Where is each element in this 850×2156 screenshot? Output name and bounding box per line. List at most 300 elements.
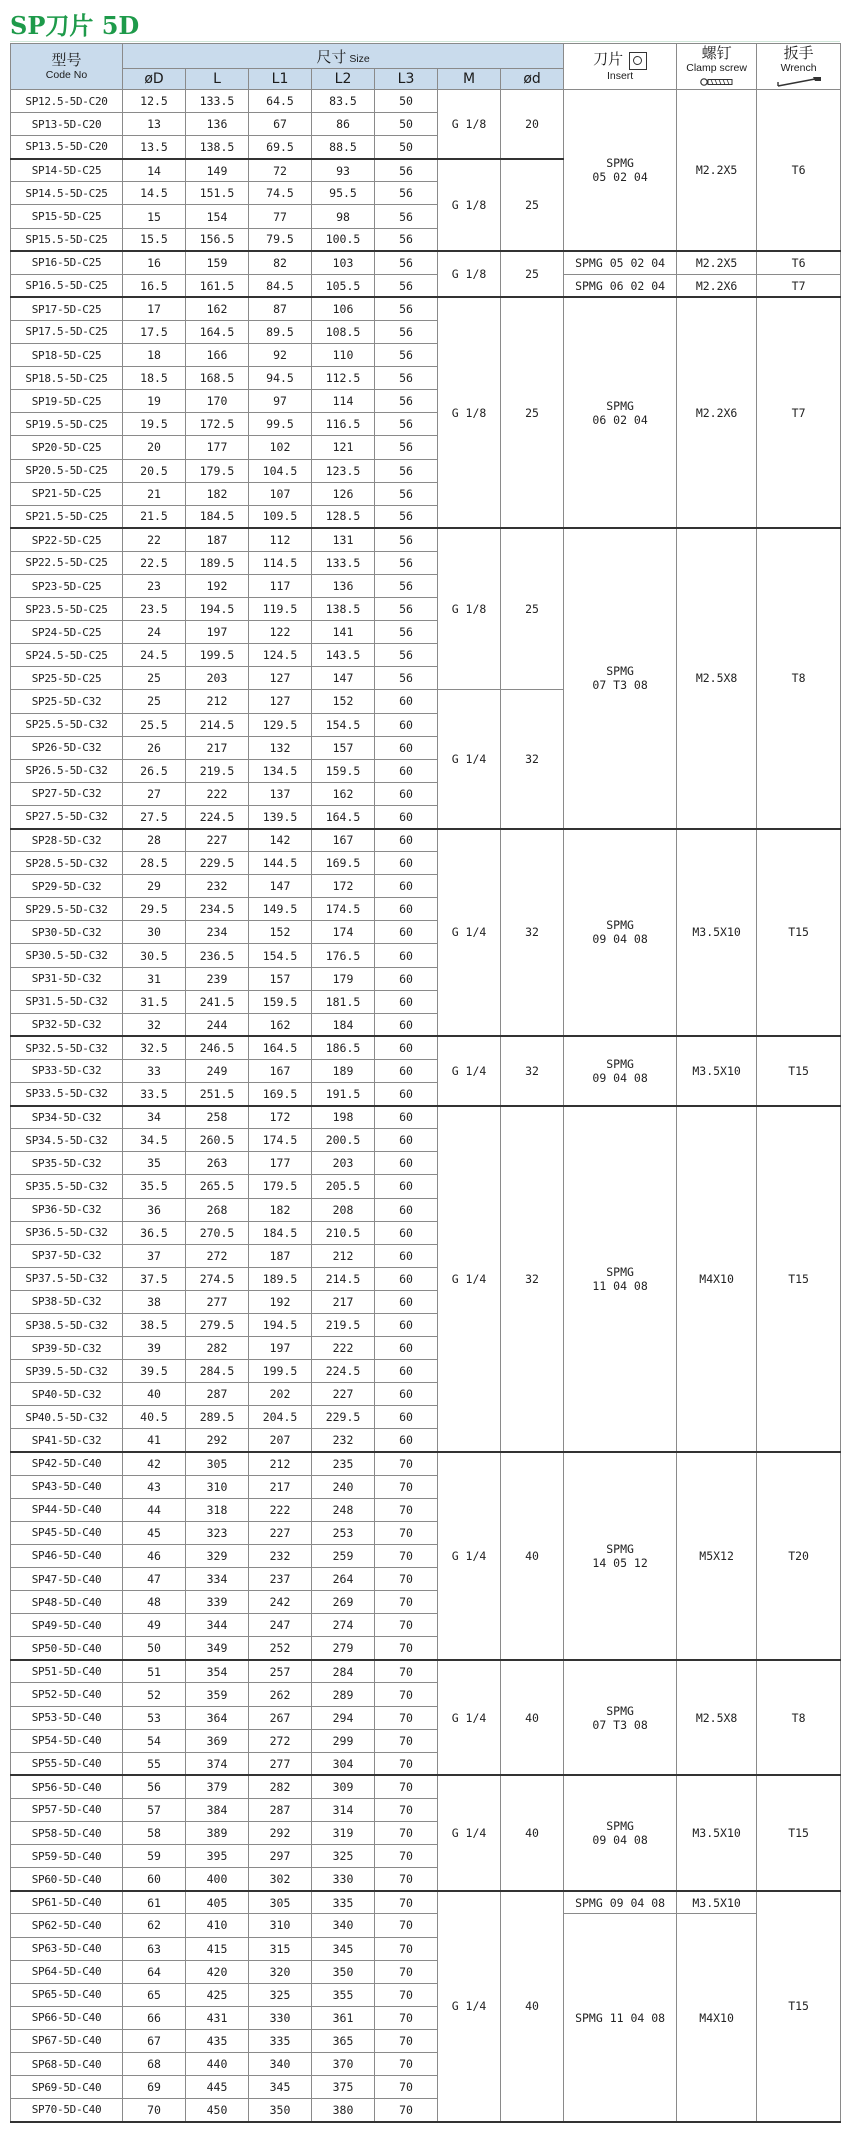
cell-l: 222 xyxy=(186,782,249,805)
cell-l3: 56 xyxy=(375,367,438,390)
cell-l3: 70 xyxy=(375,1521,438,1544)
cell-od: 23 xyxy=(123,574,186,597)
wrench-icon xyxy=(775,76,823,88)
cell-od: 21.5 xyxy=(123,505,186,528)
cell-insert: SPMG 09 04 08 xyxy=(564,1891,677,1914)
cell-m: G 1/4 xyxy=(438,690,501,829)
cell-od: 54 xyxy=(123,1729,186,1752)
cell-l: 374 xyxy=(186,1752,249,1775)
cell-l2: 126 xyxy=(312,482,375,505)
cell-insert: SPMG 07 T3 08 xyxy=(564,528,677,828)
cell-l2: 136 xyxy=(312,574,375,597)
cell-l2: 279 xyxy=(312,1637,375,1660)
cell-l3: 56 xyxy=(375,621,438,644)
cell-wrench: T7 xyxy=(757,274,841,297)
cell-l3: 70 xyxy=(375,1891,438,1914)
cell-l: 284.5 xyxy=(186,1360,249,1383)
cell-code-no: SP40-5D-C32 xyxy=(11,1383,123,1406)
cell-od: 42 xyxy=(123,1452,186,1475)
cell-l1: 127 xyxy=(249,690,312,713)
cell-od: 25 xyxy=(123,667,186,690)
cell-od: 63 xyxy=(123,1937,186,1960)
cell-l: 244 xyxy=(186,1013,249,1036)
cell-l: 246.5 xyxy=(186,1036,249,1059)
cell-wrench: T8 xyxy=(757,528,841,828)
cell-l: 440 xyxy=(186,2052,249,2075)
cell-l: 405 xyxy=(186,1891,249,1914)
cell-l: 224.5 xyxy=(186,805,249,828)
cell-od: 61 xyxy=(123,1891,186,1914)
cell-l1: 82 xyxy=(249,251,312,274)
cell-l3: 60 xyxy=(375,736,438,759)
cell-l1: 272 xyxy=(249,1729,312,1752)
cell-od: 45 xyxy=(123,1521,186,1544)
cell-l1: 127 xyxy=(249,667,312,690)
cell-l1: 282 xyxy=(249,1775,312,1798)
cell-l3: 56 xyxy=(375,274,438,297)
table-row xyxy=(11,1775,841,1798)
cell-od: 37.5 xyxy=(123,1267,186,1290)
cell-l1: 217 xyxy=(249,1475,312,1498)
cell-l: 219.5 xyxy=(186,759,249,782)
header-l2: L2 xyxy=(312,69,375,90)
cell-l3: 70 xyxy=(375,1452,438,1475)
cell-l2: 174 xyxy=(312,921,375,944)
cell-l3: 60 xyxy=(375,1106,438,1129)
cell-insert: SPMG 11 04 08 xyxy=(564,1914,677,2122)
cell-screw: M2.2X5 xyxy=(677,251,757,274)
cell-l: 162 xyxy=(186,297,249,320)
cell-od: 21 xyxy=(123,482,186,505)
cell-code-no: SP38-5D-C32 xyxy=(11,1290,123,1313)
cell-code-no: SP24.5-5D-C25 xyxy=(11,644,123,667)
cell-l1: 139.5 xyxy=(249,805,312,828)
cell-l: 334 xyxy=(186,1568,249,1591)
cell-code-no: SP46-5D-C40 xyxy=(11,1544,123,1567)
cell-wrench: T15 xyxy=(757,829,841,1037)
cell-d: 25 xyxy=(501,528,564,690)
table-row xyxy=(11,297,841,320)
cell-l: 182 xyxy=(186,482,249,505)
cell-l1: 189.5 xyxy=(249,1267,312,1290)
cell-l: 323 xyxy=(186,1521,249,1544)
cell-l3: 70 xyxy=(375,1822,438,1845)
cell-l2: 83.5 xyxy=(312,90,375,113)
cell-l1: 162 xyxy=(249,1013,312,1036)
cell-m: G 1/4 xyxy=(438,1775,501,1890)
cell-od: 30 xyxy=(123,921,186,944)
cell-m: G 1/8 xyxy=(438,90,501,159)
cell-code-no: SP39.5-5D-C32 xyxy=(11,1360,123,1383)
cell-wrench: T6 xyxy=(757,90,841,252)
cell-l1: 302 xyxy=(249,1868,312,1891)
cell-d: 32 xyxy=(501,1036,564,1105)
cell-l2: 222 xyxy=(312,1337,375,1360)
cell-l3: 50 xyxy=(375,90,438,113)
cell-screw: M3.5X10 xyxy=(677,829,757,1037)
cell-l2: 88.5 xyxy=(312,136,375,159)
cell-code-no: SP61-5D-C40 xyxy=(11,1891,123,1914)
cell-l: 445 xyxy=(186,2076,249,2099)
table-row xyxy=(11,1914,841,1937)
cell-l3: 70 xyxy=(375,2076,438,2099)
cell-m: G 1/4 xyxy=(438,1660,501,1775)
cell-d: 40 xyxy=(501,1775,564,1890)
cell-code-no: SP31.5-5D-C32 xyxy=(11,990,123,1013)
cell-od: 34 xyxy=(123,1106,186,1129)
cell-l1: 109.5 xyxy=(249,505,312,528)
cell-code-no: SP21-5D-C25 xyxy=(11,482,123,505)
cell-l2: 309 xyxy=(312,1775,375,1798)
cell-code-no: SP30-5D-C32 xyxy=(11,921,123,944)
cell-l3: 56 xyxy=(375,228,438,251)
cell-l3: 56 xyxy=(375,459,438,482)
cell-l2: 169.5 xyxy=(312,852,375,875)
table-row xyxy=(11,1452,841,1475)
cell-l2: 380 xyxy=(312,2099,375,2122)
cell-code-no: SP17.5-5D-C25 xyxy=(11,320,123,343)
cell-l2: 253 xyxy=(312,1521,375,1544)
cell-l2: 143.5 xyxy=(312,644,375,667)
cell-l2: 189 xyxy=(312,1059,375,1082)
cell-l: 133.5 xyxy=(186,90,249,113)
cell-l: 177 xyxy=(186,436,249,459)
cell-l1: 144.5 xyxy=(249,852,312,875)
cell-l1: 89.5 xyxy=(249,320,312,343)
cell-l2: 106 xyxy=(312,297,375,320)
cell-l2: 133.5 xyxy=(312,551,375,574)
cell-code-no: SP47-5D-C40 xyxy=(11,1568,123,1591)
spec-table-body xyxy=(11,90,841,2122)
cell-l3: 70 xyxy=(375,1868,438,1891)
cell-od: 24.5 xyxy=(123,644,186,667)
cell-l1: 79.5 xyxy=(249,228,312,251)
cell-od: 59 xyxy=(123,1845,186,1868)
cell-l2: 219.5 xyxy=(312,1313,375,1336)
cell-od: 32 xyxy=(123,1013,186,1036)
cell-l3: 60 xyxy=(375,1313,438,1336)
cell-l3: 60 xyxy=(375,1059,438,1082)
cell-l: 263 xyxy=(186,1152,249,1175)
cell-l1: 142 xyxy=(249,829,312,852)
cell-l3: 56 xyxy=(375,413,438,436)
cell-od: 29.5 xyxy=(123,898,186,921)
cell-l1: 197 xyxy=(249,1337,312,1360)
cell-l2: 212 xyxy=(312,1244,375,1267)
cell-od: 19 xyxy=(123,390,186,413)
header-screw xyxy=(677,44,757,90)
cell-code-no: SP27-5D-C32 xyxy=(11,782,123,805)
cell-l: 450 xyxy=(186,2099,249,2122)
cell-code-no: SP37-5D-C32 xyxy=(11,1244,123,1267)
cell-od: 58 xyxy=(123,1822,186,1845)
cell-l1: 305 xyxy=(249,1891,312,1914)
table-row xyxy=(11,528,841,551)
cell-od: 33.5 xyxy=(123,1083,186,1106)
cell-l: 138.5 xyxy=(186,136,249,159)
cell-l2: 365 xyxy=(312,2029,375,2052)
cell-l1: 147 xyxy=(249,875,312,898)
cell-code-no: SP20.5-5D-C25 xyxy=(11,459,123,482)
cell-l: 194.5 xyxy=(186,598,249,621)
cell-od: 14.5 xyxy=(123,182,186,205)
cell-l2: 325 xyxy=(312,1845,375,1868)
cell-l3: 70 xyxy=(375,2006,438,2029)
cell-code-no: SP70-5D-C40 xyxy=(11,2099,123,2122)
cell-screw: M5X12 xyxy=(677,1452,757,1660)
cell-l3: 60 xyxy=(375,852,438,875)
table-row xyxy=(11,1036,841,1059)
header-screw-en: Clamp screw xyxy=(686,62,747,74)
cell-m: G 1/4 xyxy=(438,1452,501,1660)
cell-code-no: SP12.5-5D-C20 xyxy=(11,90,123,113)
cell-screw: M3.5X10 xyxy=(677,1036,757,1105)
cell-l3: 60 xyxy=(375,1429,438,1452)
cell-insert: SPMG 11 04 08 xyxy=(564,1106,677,1452)
cell-l1: 315 xyxy=(249,1937,312,1960)
cell-od: 27 xyxy=(123,782,186,805)
cell-l3: 50 xyxy=(375,136,438,159)
cell-l: 292 xyxy=(186,1429,249,1452)
cell-wrench: T8 xyxy=(757,1660,841,1775)
cell-l3: 56 xyxy=(375,344,438,367)
cell-l: 136 xyxy=(186,113,249,136)
cell-l: 277 xyxy=(186,1290,249,1313)
cell-l1: 212 xyxy=(249,1452,312,1475)
cell-od: 68 xyxy=(123,2052,186,2075)
cell-l2: 210.5 xyxy=(312,1221,375,1244)
cell-l3: 60 xyxy=(375,1129,438,1152)
cell-l1: 252 xyxy=(249,1637,312,1660)
cell-l: 425 xyxy=(186,1983,249,2006)
cell-l3: 50 xyxy=(375,113,438,136)
cell-l2: 203 xyxy=(312,1152,375,1175)
cell-od: 66 xyxy=(123,2006,186,2029)
cell-wrench: T7 xyxy=(757,297,841,528)
cell-code-no: SP54-5D-C40 xyxy=(11,1729,123,1752)
cell-code-no: SP56-5D-C40 xyxy=(11,1775,123,1798)
cell-l3: 60 xyxy=(375,1406,438,1429)
cell-l1: 102 xyxy=(249,436,312,459)
cell-l2: 174.5 xyxy=(312,898,375,921)
cell-l3: 60 xyxy=(375,782,438,805)
cell-od: 18.5 xyxy=(123,367,186,390)
cell-wrench: T6 xyxy=(757,251,841,274)
cell-code-no: SP43-5D-C40 xyxy=(11,1475,123,1498)
cell-l: 369 xyxy=(186,1729,249,1752)
header-wrench-cn: 扳手 xyxy=(783,44,814,62)
table-row xyxy=(11,274,841,297)
cell-l: 395 xyxy=(186,1845,249,1868)
cell-od: 24 xyxy=(123,621,186,644)
cell-l1: 104.5 xyxy=(249,459,312,482)
cell-l2: 232 xyxy=(312,1429,375,1452)
cell-l3: 60 xyxy=(375,1152,438,1175)
cell-l3: 70 xyxy=(375,1591,438,1614)
cell-code-no: SP34-5D-C32 xyxy=(11,1106,123,1129)
cell-code-no: SP13.5-5D-C20 xyxy=(11,136,123,159)
cell-l: 415 xyxy=(186,1937,249,1960)
page-title: SP刀片 5D xyxy=(10,11,140,40)
header-insert-en: Insert xyxy=(606,69,634,82)
cell-od: 51 xyxy=(123,1660,186,1683)
cell-code-no: SP16-5D-C25 xyxy=(11,251,123,274)
cell-l3: 56 xyxy=(375,390,438,413)
cell-l2: 93 xyxy=(312,159,375,182)
cell-m: G 1/4 xyxy=(438,1036,501,1105)
cell-od: 36 xyxy=(123,1198,186,1221)
cell-l3: 70 xyxy=(375,1983,438,2006)
cell-insert: SPMG 09 04 08 xyxy=(564,1775,677,1890)
cell-l3: 60 xyxy=(375,990,438,1013)
cell-l1: 134.5 xyxy=(249,759,312,782)
cell-l1: 184.5 xyxy=(249,1221,312,1244)
cell-l2: 345 xyxy=(312,1937,375,1960)
cell-l1: 129.5 xyxy=(249,713,312,736)
cell-l3: 60 xyxy=(375,1337,438,1360)
cell-l: 154 xyxy=(186,205,249,228)
cell-l2: 131 xyxy=(312,528,375,551)
cell-code-no: SP18-5D-C25 xyxy=(11,344,123,367)
cell-code-no: SP17-5D-C25 xyxy=(11,297,123,320)
cell-d: 32 xyxy=(501,1106,564,1452)
cell-l1: 237 xyxy=(249,1568,312,1591)
cell-l1: 325 xyxy=(249,1983,312,2006)
header-size xyxy=(123,44,564,69)
cell-l1: 247 xyxy=(249,1614,312,1637)
cell-l2: 176.5 xyxy=(312,944,375,967)
cell-d: 20 xyxy=(501,90,564,159)
cell-code-no: SP44-5D-C40 xyxy=(11,1498,123,1521)
cell-l1: 177 xyxy=(249,1152,312,1175)
cell-l2: 304 xyxy=(312,1752,375,1775)
cell-l1: 114.5 xyxy=(249,551,312,574)
cell-l2: 330 xyxy=(312,1868,375,1891)
cell-screw: M3.5X10 xyxy=(677,1775,757,1890)
cell-l: 431 xyxy=(186,2006,249,2029)
cell-insert: SPMG 09 04 08 xyxy=(564,1036,677,1105)
cell-code-no: SP53-5D-C40 xyxy=(11,1706,123,1729)
cell-screw: M4X10 xyxy=(677,1106,757,1452)
cell-l3: 60 xyxy=(375,1383,438,1406)
cell-insert: SPMG 07 T3 08 xyxy=(564,1660,677,1775)
cell-code-no: SP25-5D-C25 xyxy=(11,667,123,690)
cell-l3: 56 xyxy=(375,320,438,343)
cell-l2: 205.5 xyxy=(312,1175,375,1198)
cell-l2: 128.5 xyxy=(312,505,375,528)
cell-od: 56 xyxy=(123,1775,186,1798)
cell-l: 187 xyxy=(186,528,249,551)
cell-l: 260.5 xyxy=(186,1129,249,1152)
cell-l1: 345 xyxy=(249,2076,312,2099)
cell-l3: 70 xyxy=(375,1498,438,1521)
cell-code-no: SP35-5D-C32 xyxy=(11,1152,123,1175)
cell-d: 25 xyxy=(501,159,564,251)
cell-d: 25 xyxy=(501,251,564,297)
cell-code-no: SP58-5D-C40 xyxy=(11,1822,123,1845)
cell-l2: 154.5 xyxy=(312,713,375,736)
cell-screw: M2.5X8 xyxy=(677,528,757,828)
cell-l1: 204.5 xyxy=(249,1406,312,1429)
cell-l: 389 xyxy=(186,1822,249,1845)
cell-l2: 235 xyxy=(312,1452,375,1475)
cell-l2: 123.5 xyxy=(312,459,375,482)
header-code-no xyxy=(11,44,123,90)
cell-od: 23.5 xyxy=(123,598,186,621)
cell-od: 13.5 xyxy=(123,136,186,159)
cell-code-no: SP26-5D-C32 xyxy=(11,736,123,759)
cell-insert: SPMG 14 05 12 xyxy=(564,1452,677,1660)
cell-insert: SPMG 09 04 08 xyxy=(564,829,677,1037)
cell-code-no: SP23-5D-C25 xyxy=(11,574,123,597)
cell-screw: M2.2X6 xyxy=(677,297,757,528)
cell-l2: 217 xyxy=(312,1290,375,1313)
cell-l1: 94.5 xyxy=(249,367,312,390)
cell-l2: 157 xyxy=(312,736,375,759)
cell-l: 227 xyxy=(186,829,249,852)
cell-code-no: SP14-5D-C25 xyxy=(11,159,123,182)
cell-l1: 227 xyxy=(249,1521,312,1544)
cell-l2: 335 xyxy=(312,1891,375,1914)
cell-l3: 60 xyxy=(375,1267,438,1290)
cell-od: 15 xyxy=(123,205,186,228)
cell-od: 62 xyxy=(123,1914,186,1937)
cell-code-no: SP35.5-5D-C32 xyxy=(11,1175,123,1198)
cell-code-no: SP20-5D-C25 xyxy=(11,436,123,459)
cell-l3: 60 xyxy=(375,1221,438,1244)
cell-l: 214.5 xyxy=(186,713,249,736)
cell-code-no: SP18.5-5D-C25 xyxy=(11,367,123,390)
cell-l: 258 xyxy=(186,1106,249,1129)
cell-l3: 56 xyxy=(375,574,438,597)
cell-code-no: SP15-5D-C25 xyxy=(11,205,123,228)
cell-l: 234 xyxy=(186,921,249,944)
cell-l3: 70 xyxy=(375,1845,438,1868)
cell-od: 65 xyxy=(123,1983,186,2006)
cell-code-no: SP24-5D-C25 xyxy=(11,621,123,644)
cell-l1: 169.5 xyxy=(249,1083,312,1106)
cell-od: 13 xyxy=(123,113,186,136)
table-row xyxy=(11,251,841,274)
cell-od: 18 xyxy=(123,344,186,367)
cell-l2: 340 xyxy=(312,1914,375,1937)
cell-l3: 70 xyxy=(375,2099,438,2122)
cell-l: 272 xyxy=(186,1244,249,1267)
title-divider xyxy=(10,41,840,42)
cell-l: 270.5 xyxy=(186,1221,249,1244)
cell-od: 50 xyxy=(123,1637,186,1660)
cell-l2: 181.5 xyxy=(312,990,375,1013)
cell-od: 55 xyxy=(123,1752,186,1775)
header-d: ød xyxy=(501,69,564,90)
cell-l1: 335 xyxy=(249,2029,312,2052)
cell-code-no: SP40.5-5D-C32 xyxy=(11,1406,123,1429)
header-l: L xyxy=(186,69,249,90)
cell-l3: 60 xyxy=(375,1036,438,1059)
cell-l2: 240 xyxy=(312,1475,375,1498)
cell-l: 149 xyxy=(186,159,249,182)
cell-od: 64 xyxy=(123,1960,186,1983)
cell-l: 349 xyxy=(186,1637,249,1660)
cell-l3: 70 xyxy=(375,1960,438,1983)
cell-code-no: SP19-5D-C25 xyxy=(11,390,123,413)
cell-l: 310 xyxy=(186,1475,249,1498)
cell-code-no: SP31-5D-C32 xyxy=(11,967,123,990)
cell-insert: SPMG 06 02 04 xyxy=(564,297,677,528)
cell-od: 53 xyxy=(123,1706,186,1729)
cell-l: 318 xyxy=(186,1498,249,1521)
cell-code-no: SP60-5D-C40 xyxy=(11,1868,123,1891)
